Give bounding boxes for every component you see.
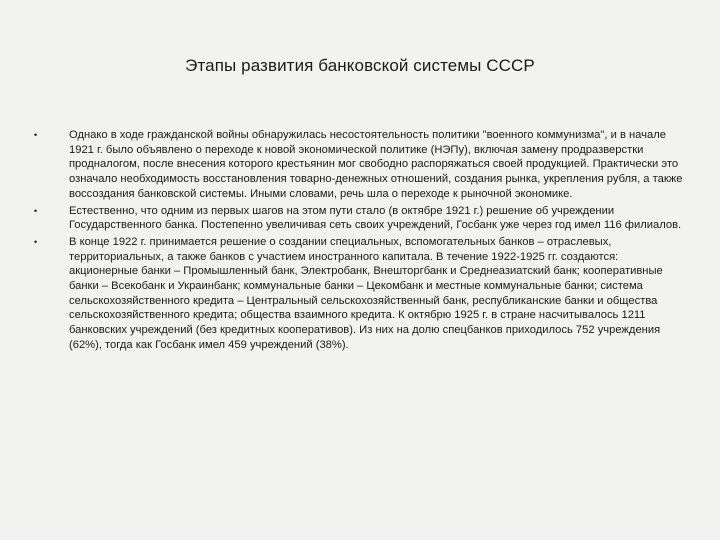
bullet-dot-icon: •	[34, 236, 38, 247]
slide-title: Этапы развития банковской системы СССР	[185, 56, 535, 75]
bullet-list	[32, 128, 684, 355]
bullet-item-2	[32, 204, 684, 233]
bullet-item-3	[32, 235, 684, 353]
bullet-item-1	[32, 128, 684, 202]
bullet-dot-icon: •	[34, 205, 38, 216]
bullet-text-3: В конце 1922 г. принимается решение о создании специальных, вспомогательных банков – отраслевых, территориальных, а также банков с участием иностранного капитала. В течение 1922-1925 гг. создаются: акционерные банки – Промышленный банк, Электробанк, Внешторгбанк и Среднеазиатский банк; кооперативные банки – Всекобанк и Украинбанк; коммунальные банки – Цекомбанк и местные коммунальные банки; система сельскохозяйственного кредита – Центральный сельскохозяйственный банк, республиканские банки и общества сельскохозяйственного кредита; общества взаимного кредита. К октябрю 1925 г. в стране насчитывалось 1211 банковских учреждений (без кредитных кооперативов). Из них на долю спецбанков приходилось 752 учреждения (62%), тогда как Госбанк имел 459 учреждений (38%).	[69, 235, 663, 351]
bullet-text-1: Однако в ходе гражданской войны обнаружилась несостоятельность политики "военного коммунизма", и в начале 1921 г. было объявлено о переходе к новой экономической политике (НЭПу), включая замену продразверстки продналогом, после внесения которого крестьянин мог свободно распоряжаться своей продукцией. Практически это означало необходимость восстановления товарно-денежных отношений, создания рынка, укрепления рубля, а также воссоздания банковской системы. Иными словами, речь шла о переходе к рыночной экономике.	[69, 129, 683, 200]
bullet-dot-icon: •	[34, 130, 38, 140]
bullet-text-2: Естественно, что одним из первых шагов на этом пути стало (в октябре 1921 г.) решение об учреждении Государственного банка. Постепенно увеличивая сеть своих учреждений, Госбанк уже через год имел 116 филиалов.	[69, 204, 682, 232]
